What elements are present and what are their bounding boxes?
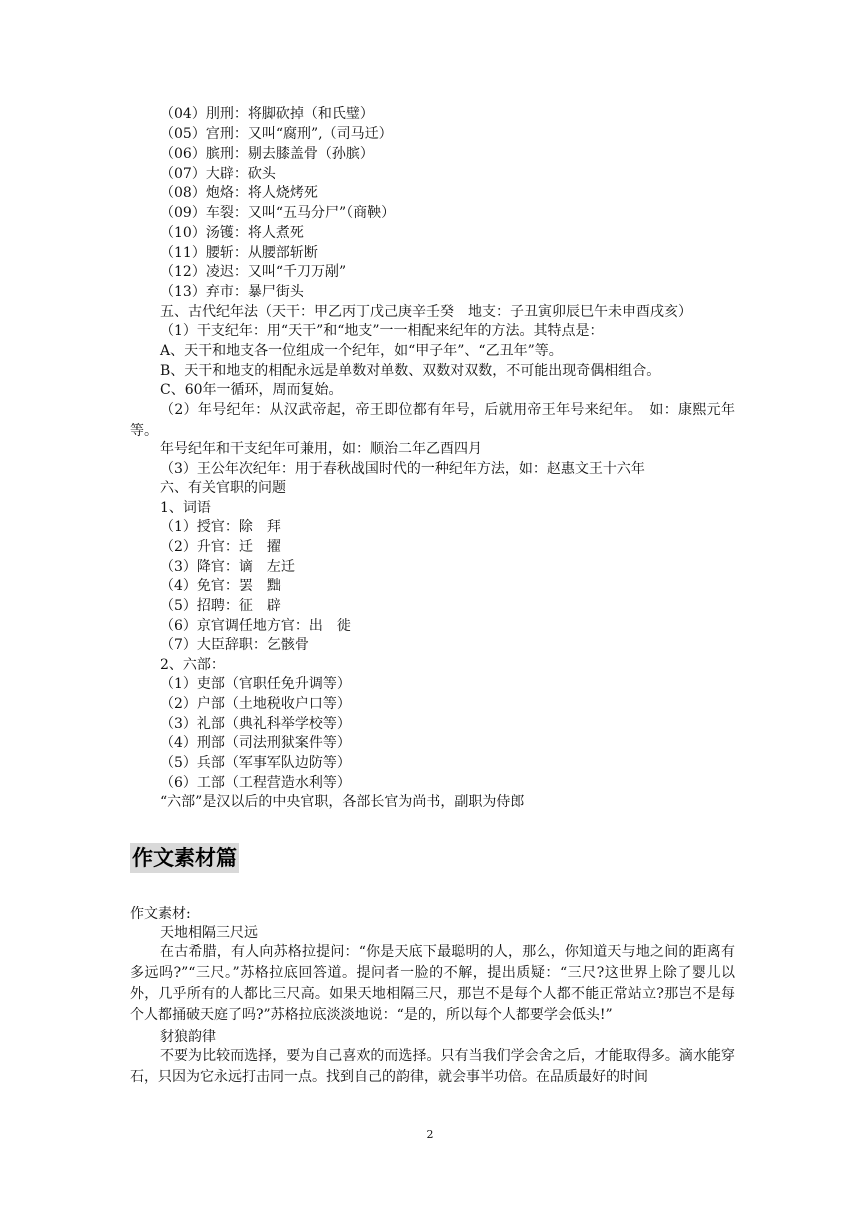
punishment-item: （11）腰斩：从腰部斩断 xyxy=(160,245,318,261)
punishment-item: （07）大辟：砍头 xyxy=(160,166,276,182)
ministry-item: （4）刑部（司法刑狱案件等） xyxy=(160,735,351,751)
punishment-item: （05）宫刑：又叫“腐刑”,（司马迁） xyxy=(160,126,393,142)
calendar-point-b: B、天干和地支的相配永远是单数对单数、双数对双数，不可能出现奇偶相组合。 xyxy=(160,363,661,379)
page-number: 2 xyxy=(426,1128,434,1141)
calendar-heading: 五、古代纪年法（天干：甲乙丙丁戊己庚辛壬癸 地支：子丑寅卯辰巳午未申酉戌亥） xyxy=(160,304,692,320)
essay-label: 作文素材: xyxy=(130,906,191,922)
calendar-item-2: （2）年号纪年：从汉武帝起，帝王即位都有年号，后就用帝王年号来纪年。 如：康熙元年等。 xyxy=(130,402,735,439)
word-item: （3）降官：谪 左迁 xyxy=(160,559,295,575)
calendar-note: 年号纪年和干支纪年可兼用，如：顺治二年乙酉四月 xyxy=(160,441,482,457)
calendar-point-c: C、60年一循环，周而复始。 xyxy=(160,382,343,398)
punishment-item: （06）膑刑：剔去膝盖骨（孙膑） xyxy=(160,146,374,162)
section-title: 作文素材篇 xyxy=(130,843,239,873)
calendar-point-a: A、天干和地支各一位组成一个纪年，如“甲子年”、“乙丑年”等。 xyxy=(160,343,563,359)
ministry-item: （3）礼部（典礼科举学校等） xyxy=(160,716,351,732)
punishment-item: （09）车裂：又叫“五马分尸”（商鞅） xyxy=(160,205,396,221)
word-item: （6）京官调任地方官：出 徙 xyxy=(160,618,351,634)
ministry-item: （1）吏部（官职任免升调等） xyxy=(160,676,351,692)
punishment-item: （08）炮烙：将人烧烤死 xyxy=(160,185,318,201)
ministry-item: （6）工部（工程营造水利等） xyxy=(160,775,351,791)
word-item: （5）招聘：征 辟 xyxy=(160,598,281,614)
word-item: （4）免官：罢 黜 xyxy=(160,578,281,594)
words-heading: 1、词语 xyxy=(160,500,211,516)
word-item: （2）升官：迁 擢 xyxy=(160,539,281,555)
story-paragraph: 在古希腊，有人向苏格拉提问：“你是天底下最聪明的人，那么，你知道天与地之间的距离有多远吗?”“三尺。”苏格拉底回答道。提问者一脸的不解，提出质疑：“三尺?这世界上除了婴儿以外，几乎所有的人都比三尺高。如果天地相隔三尺，那岂不是每个人都不能正常站立?那岂不是每个人都捅破天庭了吗?”苏格拉底淡淡地说：“是的，所以每个人都要学会低头!” xyxy=(130,944,735,1023)
punishment-item: （13）弃市：暴尸街头 xyxy=(160,284,304,300)
ministry-item: （2）户部（土地税收户口等） xyxy=(160,696,351,712)
ministry-item: （5）兵部（军事军队边防等） xyxy=(160,755,351,771)
punishment-item: （10）汤镬：将人煮死 xyxy=(160,225,304,241)
officials-heading: 六、有关官职的问题 xyxy=(160,480,286,496)
ministries-note: “六部”是汉以后的中央官职，各部长官为尚书，副职为侍郎 xyxy=(160,794,525,810)
calendar-item-3: （3）王公年次纪年：用于春秋战国时代的一种纪年方法，如：赵惠文王十六年 xyxy=(160,461,645,477)
calendar-item-1: （1）干支纪年：用“天干”和“地支”一一相配来纪年的方法。其特点是： xyxy=(160,323,604,339)
punishment-item: （12）凌迟：又叫“千刀万剐” xyxy=(160,264,347,280)
story-title: 天地相隔三尺远 xyxy=(160,925,258,941)
word-item: （1）授官：除 拜 xyxy=(160,519,281,535)
story-title: 豺狼韵律 xyxy=(160,1029,216,1045)
story-paragraph: 不要为比较而选择，要为自己喜欢的而选择。只有当我们学会舍之后，才能取得多。滴水能穿石，只因为它永远打击同一点。找到自己的韵律，就会事半功倍。在品质最好的时间 xyxy=(130,1048,735,1085)
word-item: （7）大臣辞职：乞骸骨 xyxy=(160,637,309,653)
ministries-heading: 2、六部： xyxy=(160,657,225,673)
punishment-item: （04）刖刑：将脚砍掉（和氏璧） xyxy=(160,106,374,122)
